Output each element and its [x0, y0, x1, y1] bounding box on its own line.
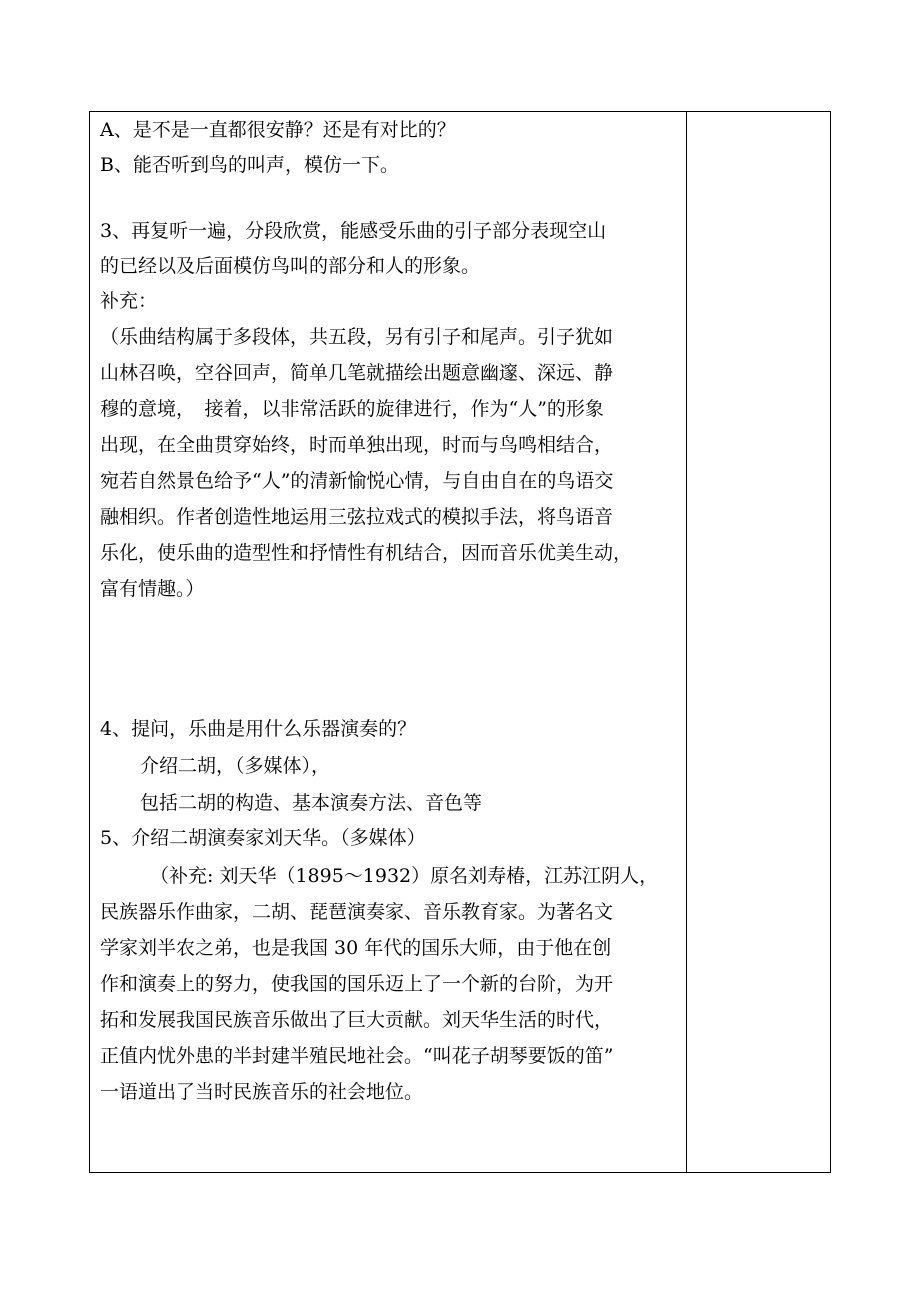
text-line-b: B、能否听到鸟的叫声，模仿一下。 [100, 154, 399, 176]
text-line-supplement-6: 融相织。作者创造性地运用三弦拉戏式的模拟手法，将鸟语音 [100, 506, 614, 528]
lesson-table [89, 111, 831, 1173]
text-line-step4-detail: 包括二胡的构造、基本演奏方法、音色等 [140, 792, 483, 814]
text-line-supplement-label: 补充： [100, 290, 158, 312]
text-line-bio-4: 作和演奏上的努力，使我国的国乐迈上了一个新的台阶，为开 [100, 973, 614, 995]
text-line-supplement-5: 宛若自然景色给予“人”的清新愉悦心情，与自由自在的鸟语交 [100, 470, 614, 492]
text-line-step5: 5、介绍二胡演奏家刘天华。（多媒体） [100, 827, 426, 849]
text-line-bio-2: 民族器乐作曲家，二胡、琵琶演奏家、音乐教育家。为著名文 [100, 901, 614, 923]
text-line-bio-3: 学家刘半农之弟，也是我国 30 年代的国乐大师，由于他在创 [100, 937, 612, 959]
text-line-step4-intro: 介绍二胡，（多媒体）， [140, 755, 331, 777]
text-line-bio-1: （补充: 刘天华（1895～1932）原名刘寿椿，江苏江阴人， [150, 865, 659, 887]
text-line-bio-6: 正值内忧外患的半封建半殖民地社会。“叫花子胡琴要饭的笛” [100, 1045, 614, 1067]
text-line-supplement-1: （乐曲结构属于多段体，共五段，另有引子和尾声。引子犹如 [100, 326, 614, 348]
text-line-supplement-3: 穆的意境， 接着，以非常活跃的旋律进行，作为“人”的形象 [100, 398, 604, 420]
notes-cell [687, 112, 830, 1172]
text-line-a: A、是不是一直都很安静？还是有对比的？ [100, 119, 456, 141]
text-line-supplement-2: 山林召唤，空谷回声，简单几笔就描绘出题意幽邃、深远、静 [100, 362, 614, 384]
text-line-bio-7: 一语道出了当时民族音乐的社会地位。 [100, 1081, 424, 1103]
text-line-supplement-7: 乐化，使乐曲的造型性和抒情性有机结合，因而音乐优美生动， [100, 542, 633, 564]
lesson-content-cell [100, 112, 682, 1172]
text-line-step4: 4、提问，乐曲是用什么乐器演奏的？ [100, 718, 417, 740]
text-line-step3-cont: 的已经以及后面模仿鸟叫的部分和人的形象。 [100, 255, 481, 277]
text-line-supplement-8: 富有情趣。） [100, 578, 205, 600]
text-line-supplement-4: 出现，在全曲贯穿始终，时而单独出现，时而与鸟鸣相结合， [100, 434, 614, 456]
text-line-bio-5: 拓和发展我国民族音乐做出了巨大贡献。刘天华生活的时代， [100, 1009, 614, 1031]
text-line-step3: 3、再复听一遍，分段欣赏，能感受乐曲的引子部分表现空山 [100, 220, 607, 242]
